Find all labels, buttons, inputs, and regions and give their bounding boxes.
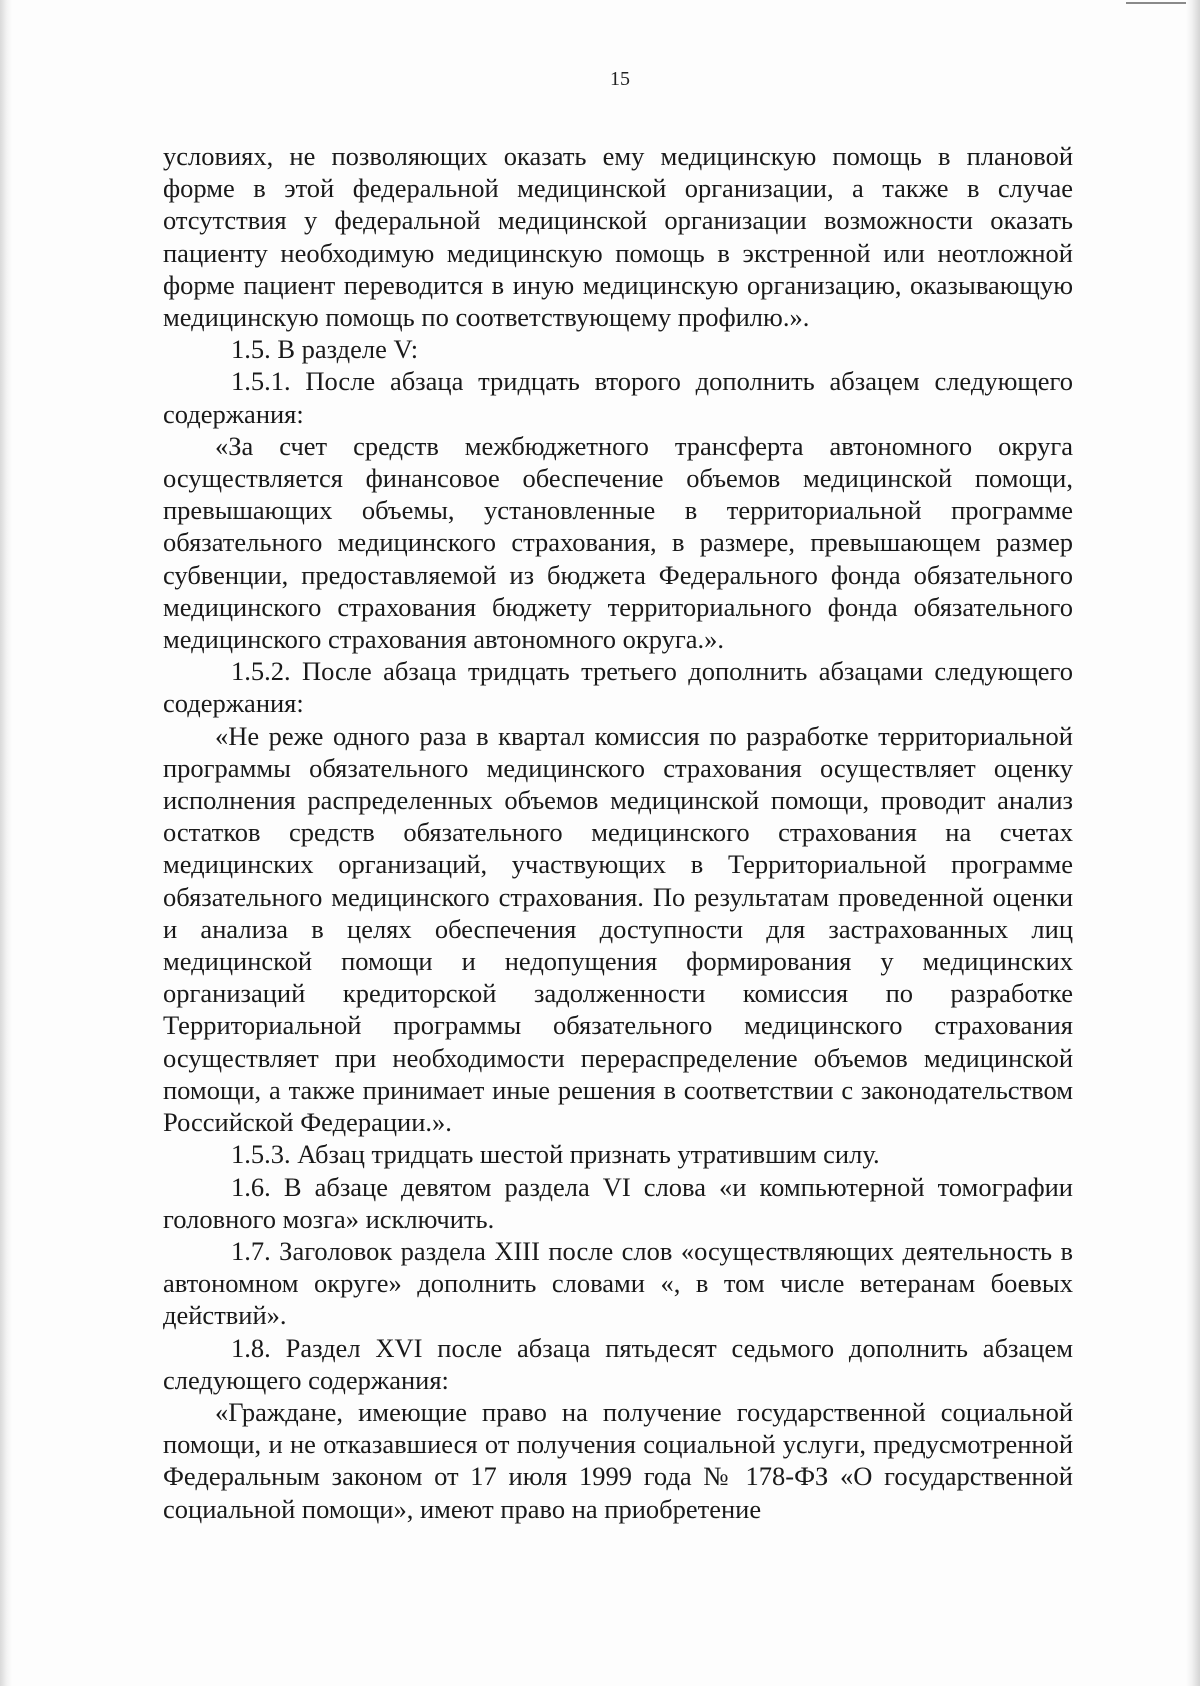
paragraph-item-1-5-3: 1.5.3. Абзац тридцать шестой признать утратившим силу. [231, 1139, 880, 1170]
paragraph-quote-3: «Граждане, имеющие право на получение государственной социальной помощи, и не отказавшиеся от получения социальной услуги, предусмотренной Федеральным законом от 17 июля 1999 года № 178-ФЗ «О государственной социальной помощи», имеют право на приобретение [163, 1396, 1073, 1524]
scan-artifact-line [1126, 2, 1186, 4]
scan-edge-right [1186, 0, 1200, 1686]
page-number: 15 [610, 68, 630, 90]
paragraph-item-1-5-1: 1.5.1. После абзаца тридцать второго дополнить абзацем следующего содержания: [163, 366, 1073, 429]
paragraph-item-1-7: 1.7. Заголовок раздела XIII после слов «осуществляющих деятельность в автономном округе» дополнить словами «, в том числе ветеранам боевых действий». [163, 1235, 1073, 1331]
paragraph-item-1-8: 1.8. Раздел XVI после абзаца пятьдесят седьмого дополнить абзацем следующего содержания: [163, 1332, 1073, 1395]
scan-edge-left [0, 0, 12, 1686]
paragraph-quote-2: «Не реже одного раза в квартал комиссия по разработке территориальной программы обязательного медицинского страхования осуществляет оценку исполнения распределенных объемов медицинской помощи, проводит анализ остатков средств обязательного медицинского страхования на счетах медицинских организаций, участвующих в Территориальной программе обязательного медицинского страхования. По результатам проведенной оценки и анализа в целях обеспечения доступности для застрахованных лиц медицинской помощи и недопущения формирования у медицинских организаций кредиторской задолженности комиссия по разработке Территориальной программы обязательного медицинского страхования осуществляет при необходимости перераспределение объемов медицинской помощи, а также принимает иные решения в соответствии с законодательством Российской Федерации.». [163, 720, 1073, 1138]
document-body [163, 140, 1073, 1525]
paragraph-continuation: условиях, не позволяющих оказать ему медицинскую помощь в плановой форме в этой федеральной медицинской организации, а также в случае отсутствия у федеральной медицинской организации возможности оказать пациенту необходимую медицинскую помощь в экстренной или неотложной форме пациент переводится в иную медицинскую организацию, оказывающую медицинскую помощь по соответствующему профилю.». [163, 141, 1073, 333]
paragraph-item-1-5-2: 1.5.2. После абзаца тридцать третьего дополнить абзацами следующего содержания: [163, 656, 1073, 719]
paragraph-quote-1: «За счет средств межбюджетного трансферта автономного округа осуществляется финансовое обеспечение объемов медицинской помощи, превышающих объемы, установленные в территориальной программе обязательного медицинского страхования, в размере, превышающем размер субвенции, предоставляемой из бюджета Федерального фонда обязательного медицинского страхования бюджету территориального фонда обязательного медицинского страхования автономного округа.». [163, 430, 1073, 655]
paragraph-item-1-6: 1.6. В абзаце девятом раздела VI слова «и компьютерной томографии головного мозга» исключить. [163, 1171, 1073, 1234]
paragraph-item-1-5: 1.5. В разделе V: [231, 334, 419, 365]
